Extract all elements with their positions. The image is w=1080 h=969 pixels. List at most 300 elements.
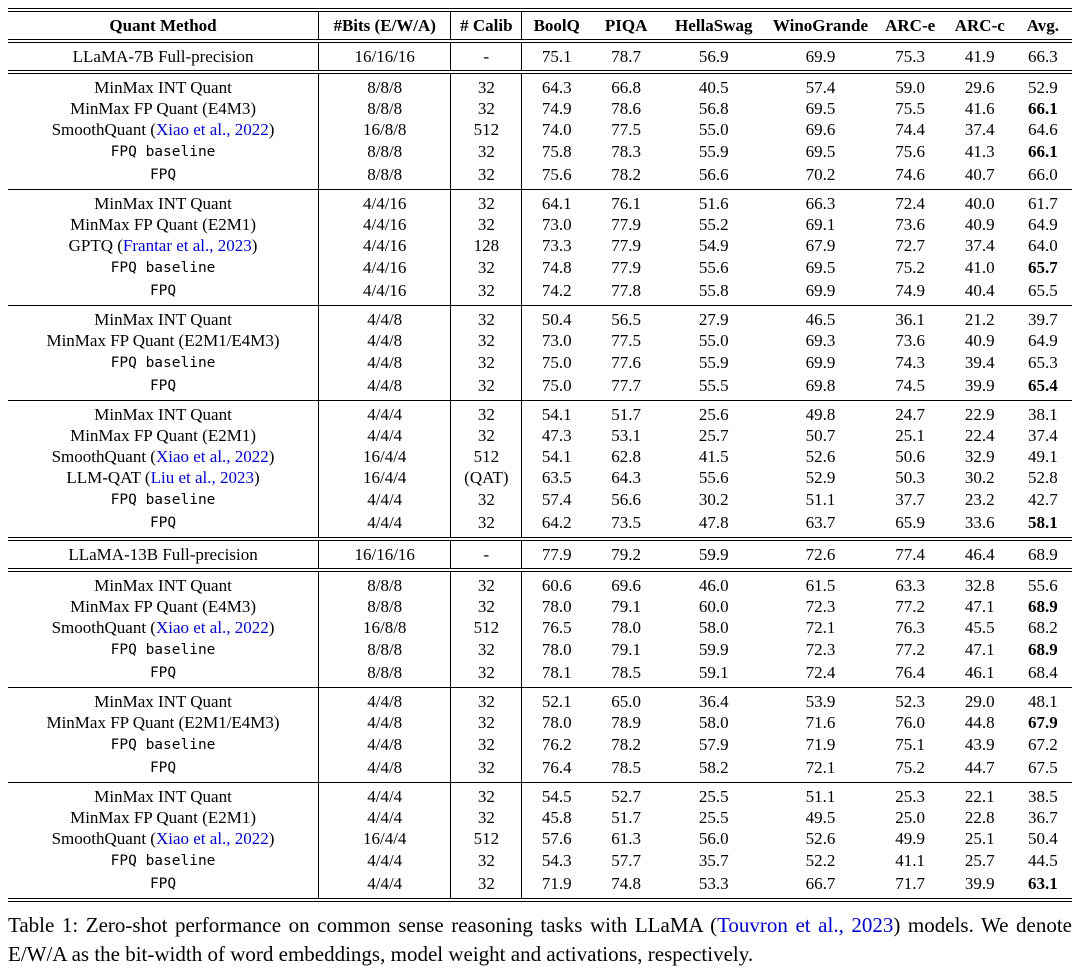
arc-e-cell: 73.6 <box>895 331 926 350</box>
winogrande-cell: 69.5 <box>805 258 836 277</box>
column-header-bits-e-w-a: #Bits (E/W/A) <box>319 10 451 41</box>
bits-cell: 4/4/16 <box>319 256 451 279</box>
table-row <box>8 712 1072 733</box>
piqa-cell: 77.5 <box>611 331 641 350</box>
arc-e-cell: 24.7 <box>895 405 926 424</box>
arc-c-cell: 37.4 <box>964 120 995 139</box>
hellaswag-cell: 59.9 <box>698 640 729 659</box>
calib-cell: 32 <box>451 72 522 98</box>
boolq-cell: 75.1 <box>541 47 572 66</box>
table-row <box>8 374 1072 401</box>
method-cell <box>8 688 319 713</box>
method-label: FPQ baseline <box>110 492 216 508</box>
table-row <box>8 163 1072 190</box>
winogrande-cell: 69.6 <box>805 120 836 139</box>
hellaswag-cell: 25.6 <box>698 405 729 424</box>
bits-cell: 8/8/8 <box>319 163 451 190</box>
piqa-cell: 78.2 <box>611 735 641 754</box>
citation-link[interactable]: Xiao et al., 2022 <box>155 829 269 848</box>
table-row <box>8 119 1072 140</box>
boolq-cell: 73.3 <box>541 236 572 255</box>
boolq-cell: 52.1 <box>541 692 572 711</box>
method-cell <box>8 374 319 401</box>
bits-cell: 4/4/4 <box>319 488 451 511</box>
method-label: SmoothQuant ( <box>51 447 156 466</box>
boolq-cell: 74.9 <box>541 99 572 118</box>
method-label: MinMax FP Quant (E2M1) <box>70 215 256 234</box>
piqa-cell: 64.3 <box>611 468 641 487</box>
hellaswag-cell: 59.1 <box>698 663 729 682</box>
winogrande-cell: 72.1 <box>805 758 836 777</box>
boolq-cell: 64.3 <box>541 78 572 97</box>
winogrande-cell: 69.5 <box>805 99 836 118</box>
arc-c-cell: 44.7 <box>964 758 995 777</box>
table-row <box>8 214 1072 235</box>
method-label: ) <box>268 618 275 637</box>
arc-c-cell: 22.8 <box>964 808 995 827</box>
hellaswag-cell: 40.5 <box>698 78 729 97</box>
bits-cell: 16/4/4 <box>319 828 451 849</box>
table-row <box>8 446 1072 467</box>
arc-e-cell: 25.0 <box>895 808 926 827</box>
method-label: MinMax INT Quant <box>94 405 232 424</box>
hellaswag-cell: 55.2 <box>698 215 729 234</box>
hellaswag-cell: 55.6 <box>698 468 729 487</box>
arc-e-cell: 49.9 <box>895 829 926 848</box>
bits-cell: 8/8/8 <box>319 661 451 688</box>
avg-cell: 50.4 <box>1028 829 1058 848</box>
column-header-piqa: PIQA <box>604 16 648 35</box>
arc-c-cell: 30.2 <box>964 468 995 487</box>
arc-c-cell: 39.9 <box>964 376 995 395</box>
hellaswag-cell: 56.9 <box>698 47 729 66</box>
hellaswag-cell: 25.5 <box>698 787 729 806</box>
arc-c-cell: 32.9 <box>964 447 995 466</box>
calib-cell: 128 <box>451 235 522 256</box>
calib-cell: 32 <box>451 425 522 446</box>
arc-c-cell: 40.0 <box>964 194 995 213</box>
winogrande-cell: 72.4 <box>805 663 836 682</box>
table-row <box>8 72 1072 98</box>
calib-cell: 32 <box>451 596 522 617</box>
method-cell <box>8 467 319 488</box>
boolq-cell: 75.6 <box>541 165 572 184</box>
avg-cell: 68.9 <box>1028 640 1058 659</box>
piqa-cell: 62.8 <box>611 447 641 466</box>
bits-cell: 8/8/8 <box>319 570 451 596</box>
bits-cell: 4/4/8 <box>319 330 451 351</box>
hellaswag-cell: 35.7 <box>698 851 729 870</box>
arc-e-cell: 74.5 <box>895 376 926 395</box>
arc-e-cell: 63.3 <box>895 576 926 595</box>
method-cell <box>8 511 319 539</box>
piqa-cell: 61.3 <box>611 829 641 848</box>
bits-cell: 4/4/8 <box>319 351 451 374</box>
winogrande-cell: 69.1 <box>805 215 836 234</box>
boolq-cell: 54.3 <box>541 851 572 870</box>
arc-c-cell: 29.0 <box>964 692 995 711</box>
method-cell <box>8 119 319 140</box>
citation-link[interactable]: Liu et al., 2023 <box>150 468 254 487</box>
method-label: LLaMA-13B Full-precision <box>68 545 258 564</box>
table-row <box>8 849 1072 872</box>
method-label: FPQ baseline <box>110 355 216 371</box>
method-label: MinMax INT Quant <box>94 78 232 97</box>
table-header <box>8 10 1072 41</box>
hellaswag-cell: 56.0 <box>698 829 729 848</box>
method-label: FPQ <box>149 760 177 776</box>
table-row <box>8 756 1072 783</box>
table-row <box>8 807 1072 828</box>
boolq-cell: 57.6 <box>541 829 572 848</box>
winogrande-cell: 52.9 <box>805 468 836 487</box>
table-row <box>8 783 1072 808</box>
hellaswag-cell: 55.6 <box>698 258 729 277</box>
hellaswag-cell: 46.0 <box>698 576 729 595</box>
arc-e-cell: 59.0 <box>895 78 926 97</box>
winogrande-cell: 69.3 <box>805 331 836 350</box>
method-cell <box>8 828 319 849</box>
winogrande-cell: 49.8 <box>805 405 836 424</box>
avg-cell: 67.9 <box>1028 713 1058 732</box>
avg-cell: 66.1 <box>1028 142 1058 161</box>
piqa-cell: 56.5 <box>611 310 641 329</box>
boolq-cell: 57.4 <box>541 490 572 509</box>
piqa-cell: 76.1 <box>611 194 641 213</box>
method-label: FPQ <box>149 167 177 183</box>
calib-cell: 32 <box>451 733 522 756</box>
piqa-cell: 73.5 <box>611 513 641 532</box>
bits-cell: 16/8/8 <box>319 617 451 638</box>
piqa-cell: 74.8 <box>611 874 641 893</box>
winogrande-cell: 52.6 <box>805 829 836 848</box>
winogrande-cell: 52.6 <box>805 447 836 466</box>
boolq-cell: 54.1 <box>541 447 572 466</box>
method-label: SmoothQuant ( <box>51 120 156 139</box>
calib-cell: 32 <box>451 163 522 190</box>
avg-cell: 38.1 <box>1028 405 1058 424</box>
piqa-cell: 53.1 <box>611 426 641 445</box>
bits-cell: 4/4/8 <box>319 374 451 401</box>
bits-cell: 4/4/8 <box>319 688 451 713</box>
method-label: MinMax INT Quant <box>94 194 232 213</box>
method-label: FPQ <box>149 378 177 394</box>
arc-c-cell: 41.9 <box>964 47 995 66</box>
hellaswag-cell: 25.5 <box>698 808 729 827</box>
piqa-cell: 77.5 <box>611 120 641 139</box>
hellaswag-cell: 58.0 <box>698 618 729 637</box>
table-row <box>8 596 1072 617</box>
method-cell <box>8 279 319 306</box>
avg-cell: 39.7 <box>1028 310 1058 329</box>
citation-link[interactable]: Xiao et al., 2022 <box>155 618 269 637</box>
method-cell <box>8 214 319 235</box>
table-caption <box>8 911 1072 969</box>
method-label: ) <box>268 120 275 139</box>
calib-cell: 32 <box>451 190 522 215</box>
winogrande-cell: 51.1 <box>805 787 836 806</box>
winogrande-cell: 69.5 <box>805 142 836 161</box>
method-label: MinMax FP Quant (E4M3) <box>70 99 256 118</box>
method-cell <box>8 539 319 570</box>
bits-cell: 8/8/8 <box>319 140 451 163</box>
hellaswag-cell: 55.8 <box>698 281 729 300</box>
table-row <box>8 733 1072 756</box>
piqa-cell: 78.0 <box>611 618 641 637</box>
winogrande-cell: 66.7 <box>805 874 836 893</box>
piqa-cell: 57.7 <box>611 851 641 870</box>
arc-e-cell: 41.1 <box>895 851 926 870</box>
piqa-cell: 52.7 <box>611 787 641 806</box>
avg-cell: 64.6 <box>1028 120 1058 139</box>
table-row <box>8 688 1072 713</box>
avg-cell: 64.9 <box>1028 215 1058 234</box>
arc-c-cell: 33.6 <box>964 513 995 532</box>
piqa-cell: 78.3 <box>611 142 641 161</box>
column-header-boolq: BoolQ <box>533 16 580 35</box>
piqa-cell: 78.6 <box>611 99 641 118</box>
bits-cell: 4/4/4 <box>319 425 451 446</box>
table-row <box>8 140 1072 163</box>
winogrande-cell: 69.9 <box>805 281 836 300</box>
table-row <box>8 638 1072 661</box>
piqa-cell: 51.7 <box>611 405 641 424</box>
piqa-cell: 77.9 <box>611 236 641 255</box>
winogrande-cell: 66.3 <box>805 194 836 213</box>
winogrande-cell: 53.9 <box>805 692 836 711</box>
calib-cell: 32 <box>451 351 522 374</box>
winogrande-cell: 51.1 <box>805 490 836 509</box>
method-label: ) <box>251 236 258 255</box>
bits-cell: 4/4/4 <box>319 807 451 828</box>
boolq-cell: 54.1 <box>541 405 572 424</box>
avg-cell: 63.1 <box>1028 874 1058 893</box>
bits-cell: 4/4/8 <box>319 712 451 733</box>
table-row <box>8 570 1072 596</box>
avg-cell: 66.1 <box>1028 99 1058 118</box>
bits-cell: 4/4/4 <box>319 511 451 539</box>
method-cell <box>8 638 319 661</box>
arc-e-cell: 76.0 <box>895 713 926 732</box>
table-row <box>8 661 1072 688</box>
boolq-cell: 63.5 <box>541 468 572 487</box>
avg-cell: 67.2 <box>1028 735 1058 754</box>
boolq-cell: 75.8 <box>541 142 572 161</box>
piqa-cell: 65.0 <box>611 692 641 711</box>
boolq-cell: 64.2 <box>541 513 572 532</box>
citation-link[interactable]: Xiao et al., 2022 <box>155 447 269 466</box>
avg-cell: 42.7 <box>1028 490 1058 509</box>
arc-e-cell: 71.7 <box>895 874 926 893</box>
method-cell <box>8 256 319 279</box>
bits-cell: 16/16/16 <box>319 539 451 570</box>
arc-e-cell: 52.3 <box>895 692 926 711</box>
table-row <box>8 190 1072 215</box>
arc-c-cell: 37.4 <box>964 236 995 255</box>
calib-cell: 512 <box>451 617 522 638</box>
results-table <box>8 8 1072 902</box>
method-label: MinMax FP Quant (E2M1/E4M3) <box>46 331 280 350</box>
avg-cell: 37.4 <box>1028 426 1058 445</box>
avg-cell: 49.1 <box>1028 447 1058 466</box>
arc-e-cell: 75.6 <box>895 142 926 161</box>
hellaswag-cell: 60.0 <box>698 597 729 616</box>
winogrande-cell: 71.9 <box>805 735 836 754</box>
avg-cell: 68.9 <box>1028 545 1058 564</box>
bits-cell: 16/8/8 <box>319 119 451 140</box>
arc-c-cell: 45.5 <box>964 618 995 637</box>
piqa-cell: 78.2 <box>611 165 641 184</box>
winogrande-cell: 72.3 <box>805 640 836 659</box>
arc-e-cell: 76.4 <box>895 663 926 682</box>
hellaswag-cell: 55.9 <box>698 142 729 161</box>
hellaswag-cell: 54.9 <box>698 236 729 255</box>
arc-e-cell: 37.7 <box>895 490 926 509</box>
table-row <box>8 617 1072 638</box>
winogrande-cell: 52.2 <box>805 851 836 870</box>
arc-c-cell: 41.0 <box>964 258 995 277</box>
arc-c-cell: 40.9 <box>964 331 995 350</box>
boolq-cell: 50.4 <box>541 310 572 329</box>
winogrande-cell: 71.6 <box>805 713 836 732</box>
method-cell <box>8 617 319 638</box>
citation-link[interactable]: Xiao et al., 2022 <box>155 120 269 139</box>
method-cell <box>8 425 319 446</box>
table-row <box>8 401 1072 426</box>
table-row <box>8 256 1072 279</box>
method-cell <box>8 163 319 190</box>
caption-text: Table 1: Zero-shot performance on common sense reasoning tasks with LLaMA ( <box>8 913 718 937</box>
calib-cell: 32 <box>451 374 522 401</box>
calib-cell: 32 <box>451 849 522 872</box>
boolq-cell: 54.5 <box>541 787 572 806</box>
calib-cell: - <box>451 539 522 570</box>
avg-cell: 67.5 <box>1028 758 1058 777</box>
piqa-cell: 66.8 <box>611 78 641 97</box>
winogrande-cell: 46.5 <box>805 310 836 329</box>
hellaswag-cell: 56.6 <box>698 165 729 184</box>
boolq-cell: 64.1 <box>541 194 572 213</box>
avg-cell: 66.3 <box>1028 47 1058 66</box>
arc-c-cell: 47.1 <box>964 640 995 659</box>
bits-cell: 16/16/16 <box>319 41 451 72</box>
arc-c-cell: 43.9 <box>964 735 995 754</box>
method-label: SmoothQuant ( <box>51 829 156 848</box>
boolq-cell: 74.2 <box>541 281 572 300</box>
avg-cell: 55.6 <box>1028 576 1058 595</box>
piqa-cell: 77.9 <box>611 215 641 234</box>
calib-cell: 32 <box>451 783 522 808</box>
calib-cell: 32 <box>451 872 522 900</box>
table-row <box>8 98 1072 119</box>
arc-e-cell: 73.6 <box>895 215 926 234</box>
boolq-cell: 77.9 <box>541 545 572 564</box>
avg-cell: 61.7 <box>1028 194 1058 213</box>
arc-e-cell: 75.1 <box>895 735 926 754</box>
hellaswag-cell: 58.2 <box>698 758 729 777</box>
boolq-cell: 75.0 <box>541 376 572 395</box>
boolq-cell: 78.0 <box>541 640 572 659</box>
avg-cell: 66.0 <box>1028 165 1058 184</box>
bits-cell: 4/4/4 <box>319 849 451 872</box>
arc-e-cell: 25.3 <box>895 787 926 806</box>
arc-e-cell: 74.3 <box>895 353 926 372</box>
method-cell <box>8 72 319 98</box>
arc-c-cell: 40.9 <box>964 215 995 234</box>
method-cell <box>8 98 319 119</box>
bits-cell: 4/4/16 <box>319 235 451 256</box>
method-label: LLM-QAT ( <box>66 468 151 487</box>
hellaswag-cell: 47.8 <box>698 513 729 532</box>
method-cell <box>8 570 319 596</box>
avg-cell: 64.9 <box>1028 331 1058 350</box>
avg-cell: 65.4 <box>1028 376 1058 395</box>
calib-cell: 512 <box>451 828 522 849</box>
piqa-cell: 51.7 <box>611 808 641 827</box>
arc-e-cell: 77.2 <box>895 597 926 616</box>
piqa-cell: 78.7 <box>611 47 641 66</box>
winogrande-cell: 70.2 <box>805 165 836 184</box>
table-row <box>8 488 1072 511</box>
avg-cell: 58.1 <box>1028 513 1058 532</box>
boolq-cell: 78.1 <box>541 663 572 682</box>
boolq-cell: 71.9 <box>541 874 572 893</box>
winogrande-cell: 69.8 <box>805 376 836 395</box>
winogrande-cell: 72.1 <box>805 618 836 637</box>
calib-cell: 32 <box>451 712 522 733</box>
hellaswag-cell: 53.3 <box>698 874 729 893</box>
arc-c-cell: 46.1 <box>964 663 995 682</box>
table-row <box>8 872 1072 900</box>
piqa-cell: 69.6 <box>611 576 641 595</box>
method-cell <box>8 190 319 215</box>
method-cell <box>8 807 319 828</box>
calib-cell: 32 <box>451 570 522 596</box>
method-label: MinMax INT Quant <box>94 576 232 595</box>
boolq-cell: 76.4 <box>541 758 572 777</box>
avg-cell: 65.5 <box>1028 281 1058 300</box>
calib-cell: 32 <box>451 807 522 828</box>
citation-link[interactable]: Touvron et al., 2023 <box>717 913 894 937</box>
bits-cell: 4/4/16 <box>319 214 451 235</box>
method-label: GPTQ ( <box>68 236 123 255</box>
method-label: ) <box>268 447 275 466</box>
arc-c-cell: 22.9 <box>964 405 995 424</box>
arc-e-cell: 72.7 <box>895 236 926 255</box>
method-cell <box>8 756 319 783</box>
method-label: FPQ <box>149 876 177 892</box>
calib-cell: 32 <box>451 279 522 306</box>
winogrande-cell: 67.9 <box>805 236 836 255</box>
avg-cell: 64.0 <box>1028 236 1058 255</box>
column-header-hellaswag: HellaSwag <box>675 16 753 35</box>
boolq-cell: 76.5 <box>541 618 572 637</box>
citation-link[interactable]: Frantar et al., 2023 <box>122 236 252 255</box>
bits-cell: 4/4/16 <box>319 279 451 306</box>
piqa-cell: 78.5 <box>611 758 641 777</box>
bits-cell: 8/8/8 <box>319 596 451 617</box>
boolq-cell: 76.2 <box>541 735 572 754</box>
arc-c-cell: 41.3 <box>964 142 995 161</box>
arc-c-cell: 40.7 <box>964 165 995 184</box>
piqa-cell: 77.6 <box>611 353 641 372</box>
method-label: FPQ <box>149 515 177 531</box>
method-cell <box>8 41 319 72</box>
bits-cell: 4/4/16 <box>319 190 451 215</box>
method-label: FPQ baseline <box>110 642 216 658</box>
caption-text: ) models. We denote E/W/A as the bit-width of word embeddings, model weight and activations, respectively. <box>8 913 1073 966</box>
winogrande-cell: 49.5 <box>805 808 836 827</box>
